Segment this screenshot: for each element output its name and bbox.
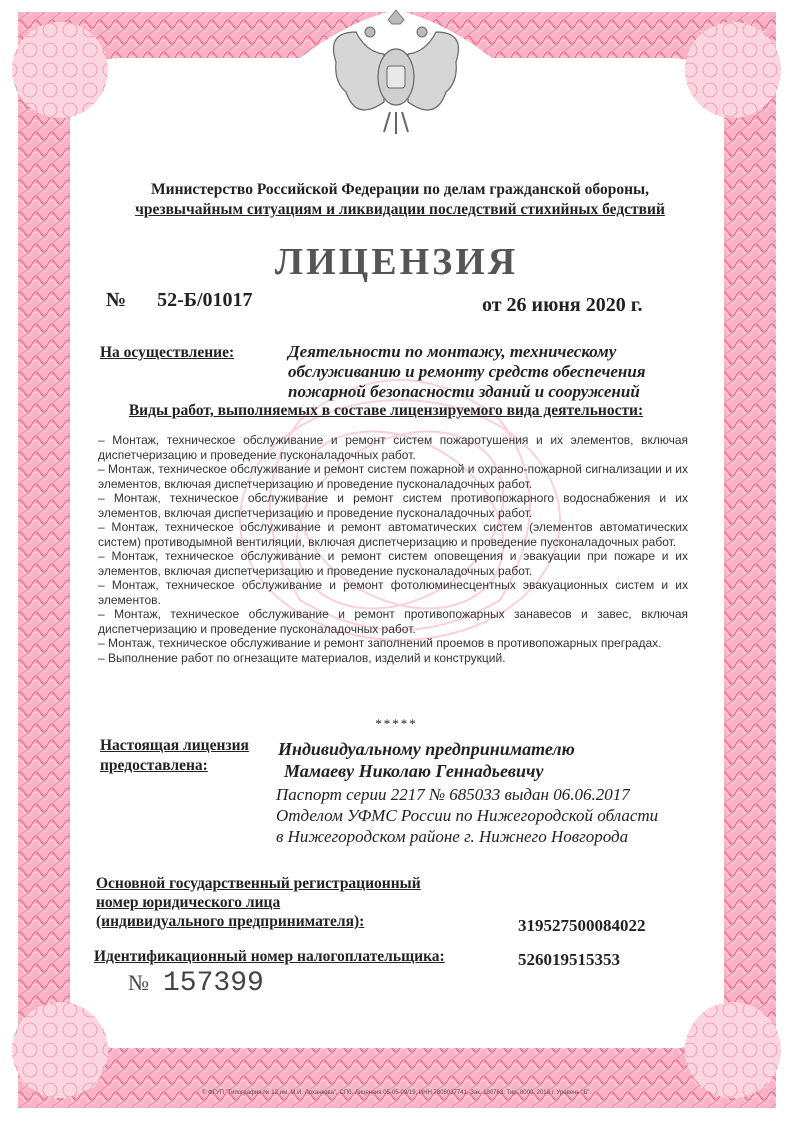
- grantee-line-2: Мамаеву Николаю Геннадьевичу: [284, 761, 544, 781]
- list-item: – Монтаж, техническое обслуживание и ремонт противопожарных занавесов и завес, включая диспетчеризацию и проведение пусконаладочных работ.: [98, 607, 688, 636]
- granted-label-line-2: предоставлена:: [100, 757, 208, 774]
- activity-label: На осуществление:: [100, 344, 235, 361]
- passport-line-1: Паспорт серии 2217 № 685033 выдан 06.06.2017: [276, 785, 630, 804]
- ogrn-value: 319527500084022: [518, 916, 646, 935]
- passport-details: [276, 784, 658, 847]
- list-item: – Монтаж, техническое обслуживание и ремонт систем пожарной и охранно-пожарной сигнализации и их элементов, включая диспетчеризацию и проведение пусконаладочных работ.: [98, 462, 688, 491]
- inn-value: 526019515353: [518, 950, 620, 969]
- granted-label-line-1: Настоящая лицензия: [100, 737, 249, 754]
- ministry-heading: [60, 180, 740, 220]
- separator-stars: *****: [375, 716, 418, 731]
- blank-serial-number: [128, 968, 264, 999]
- activity-line-1: Деятельности по монтажу, техническому: [288, 342, 617, 361]
- list-item: – Монтаж, техническое обслуживание и ремонт фотолюминесцентных эвакуационных систем и их элементов.: [98, 578, 688, 607]
- document-title: ЛИЦЕНЗИЯ: [274, 241, 519, 283]
- list-item: – Монтаж, техническое обслуживание и ремонт автоматических систем (элементов автоматических систем) противодымной вентиляции, включая диспетчеризацию и проведение пусконаладочных работ.: [98, 520, 688, 549]
- ogrn-label-line-1: Основной государственный регистрационный: [96, 875, 421, 892]
- list-item: – Монтаж, техническое обслуживание и ремонт систем противопожарного водоснабжения и их элементов, включая диспетчеризацию и проведение пусконаладочных работ.: [98, 491, 688, 520]
- serial-sign: №: [128, 970, 149, 995]
- passport-line-3: в Нижегородском районе г. Нижнего Новгорода: [276, 827, 629, 846]
- license-date: от 26 июня 2020 г.: [482, 294, 643, 316]
- list-item: – Монтаж, техническое обслуживание и ремонт систем пожаротушения и их элементов, включая диспетчеризацию и проведение пусконаладочных работ.: [98, 433, 688, 462]
- list-item: – Монтаж, техническое обслуживание и ремонт заполнений проемов в противопожарных преградах.: [98, 636, 662, 650]
- license-number: [106, 289, 253, 312]
- list-item: – Монтаж, техническое обслуживание и ремонт систем оповещения и эвакуации при пожаре и их элементов, включая диспетчеризацию и проведение пусконаладочных работ.: [98, 549, 688, 578]
- work-types-list: [98, 433, 688, 665]
- ministry-line-1: Министерство Российской Федерации по делам гражданской обороны,: [151, 181, 649, 198]
- number-sign: №: [106, 289, 127, 311]
- activity-line-2: обслуживанию и ремонту средств обеспечения: [288, 362, 646, 381]
- ministry-line-2: чрезвычайным ситуациям и ликвидации последствий стихийных бедствий: [135, 201, 665, 218]
- ogrn-label-line-2: номер юридического лица: [96, 894, 281, 911]
- ogrn-label: [96, 874, 421, 931]
- activity-line-3: пожарной безопасности зданий и сооружений: [288, 382, 640, 401]
- ogrn-label-line-3: (индивидуального предпринимателя):: [96, 913, 365, 930]
- grantee-line-1: Индивидуальному предпринимателю: [278, 739, 575, 759]
- granted-label: [100, 736, 249, 776]
- activity-description: [288, 342, 668, 402]
- printer-footer: © ФГУП "Типография № 12 им. М.И. Лоханкова", СПб. Лицензия 05-05-09/19, ИНН 7808037741. Зак. 180763. Тир. 8000. 2018 г. Уровень "Б".: [201, 1090, 592, 1096]
- serial-value: 157399: [163, 968, 264, 999]
- license-number-value: 52-Б/01017: [157, 289, 253, 311]
- grantee-name: [278, 738, 575, 782]
- inn-label: Идентификационный номер налогоплательщика:: [94, 948, 445, 965]
- list-item: – Выполнение работ по огнезащите материалов, изделий и конструкций.: [98, 650, 506, 665]
- work-types-heading: Виды работ, выполняемых в составе лицензируемого вида деятельности:: [128, 402, 644, 419]
- passport-line-2: Отделом УФМС России по Нижегородской области: [276, 806, 659, 825]
